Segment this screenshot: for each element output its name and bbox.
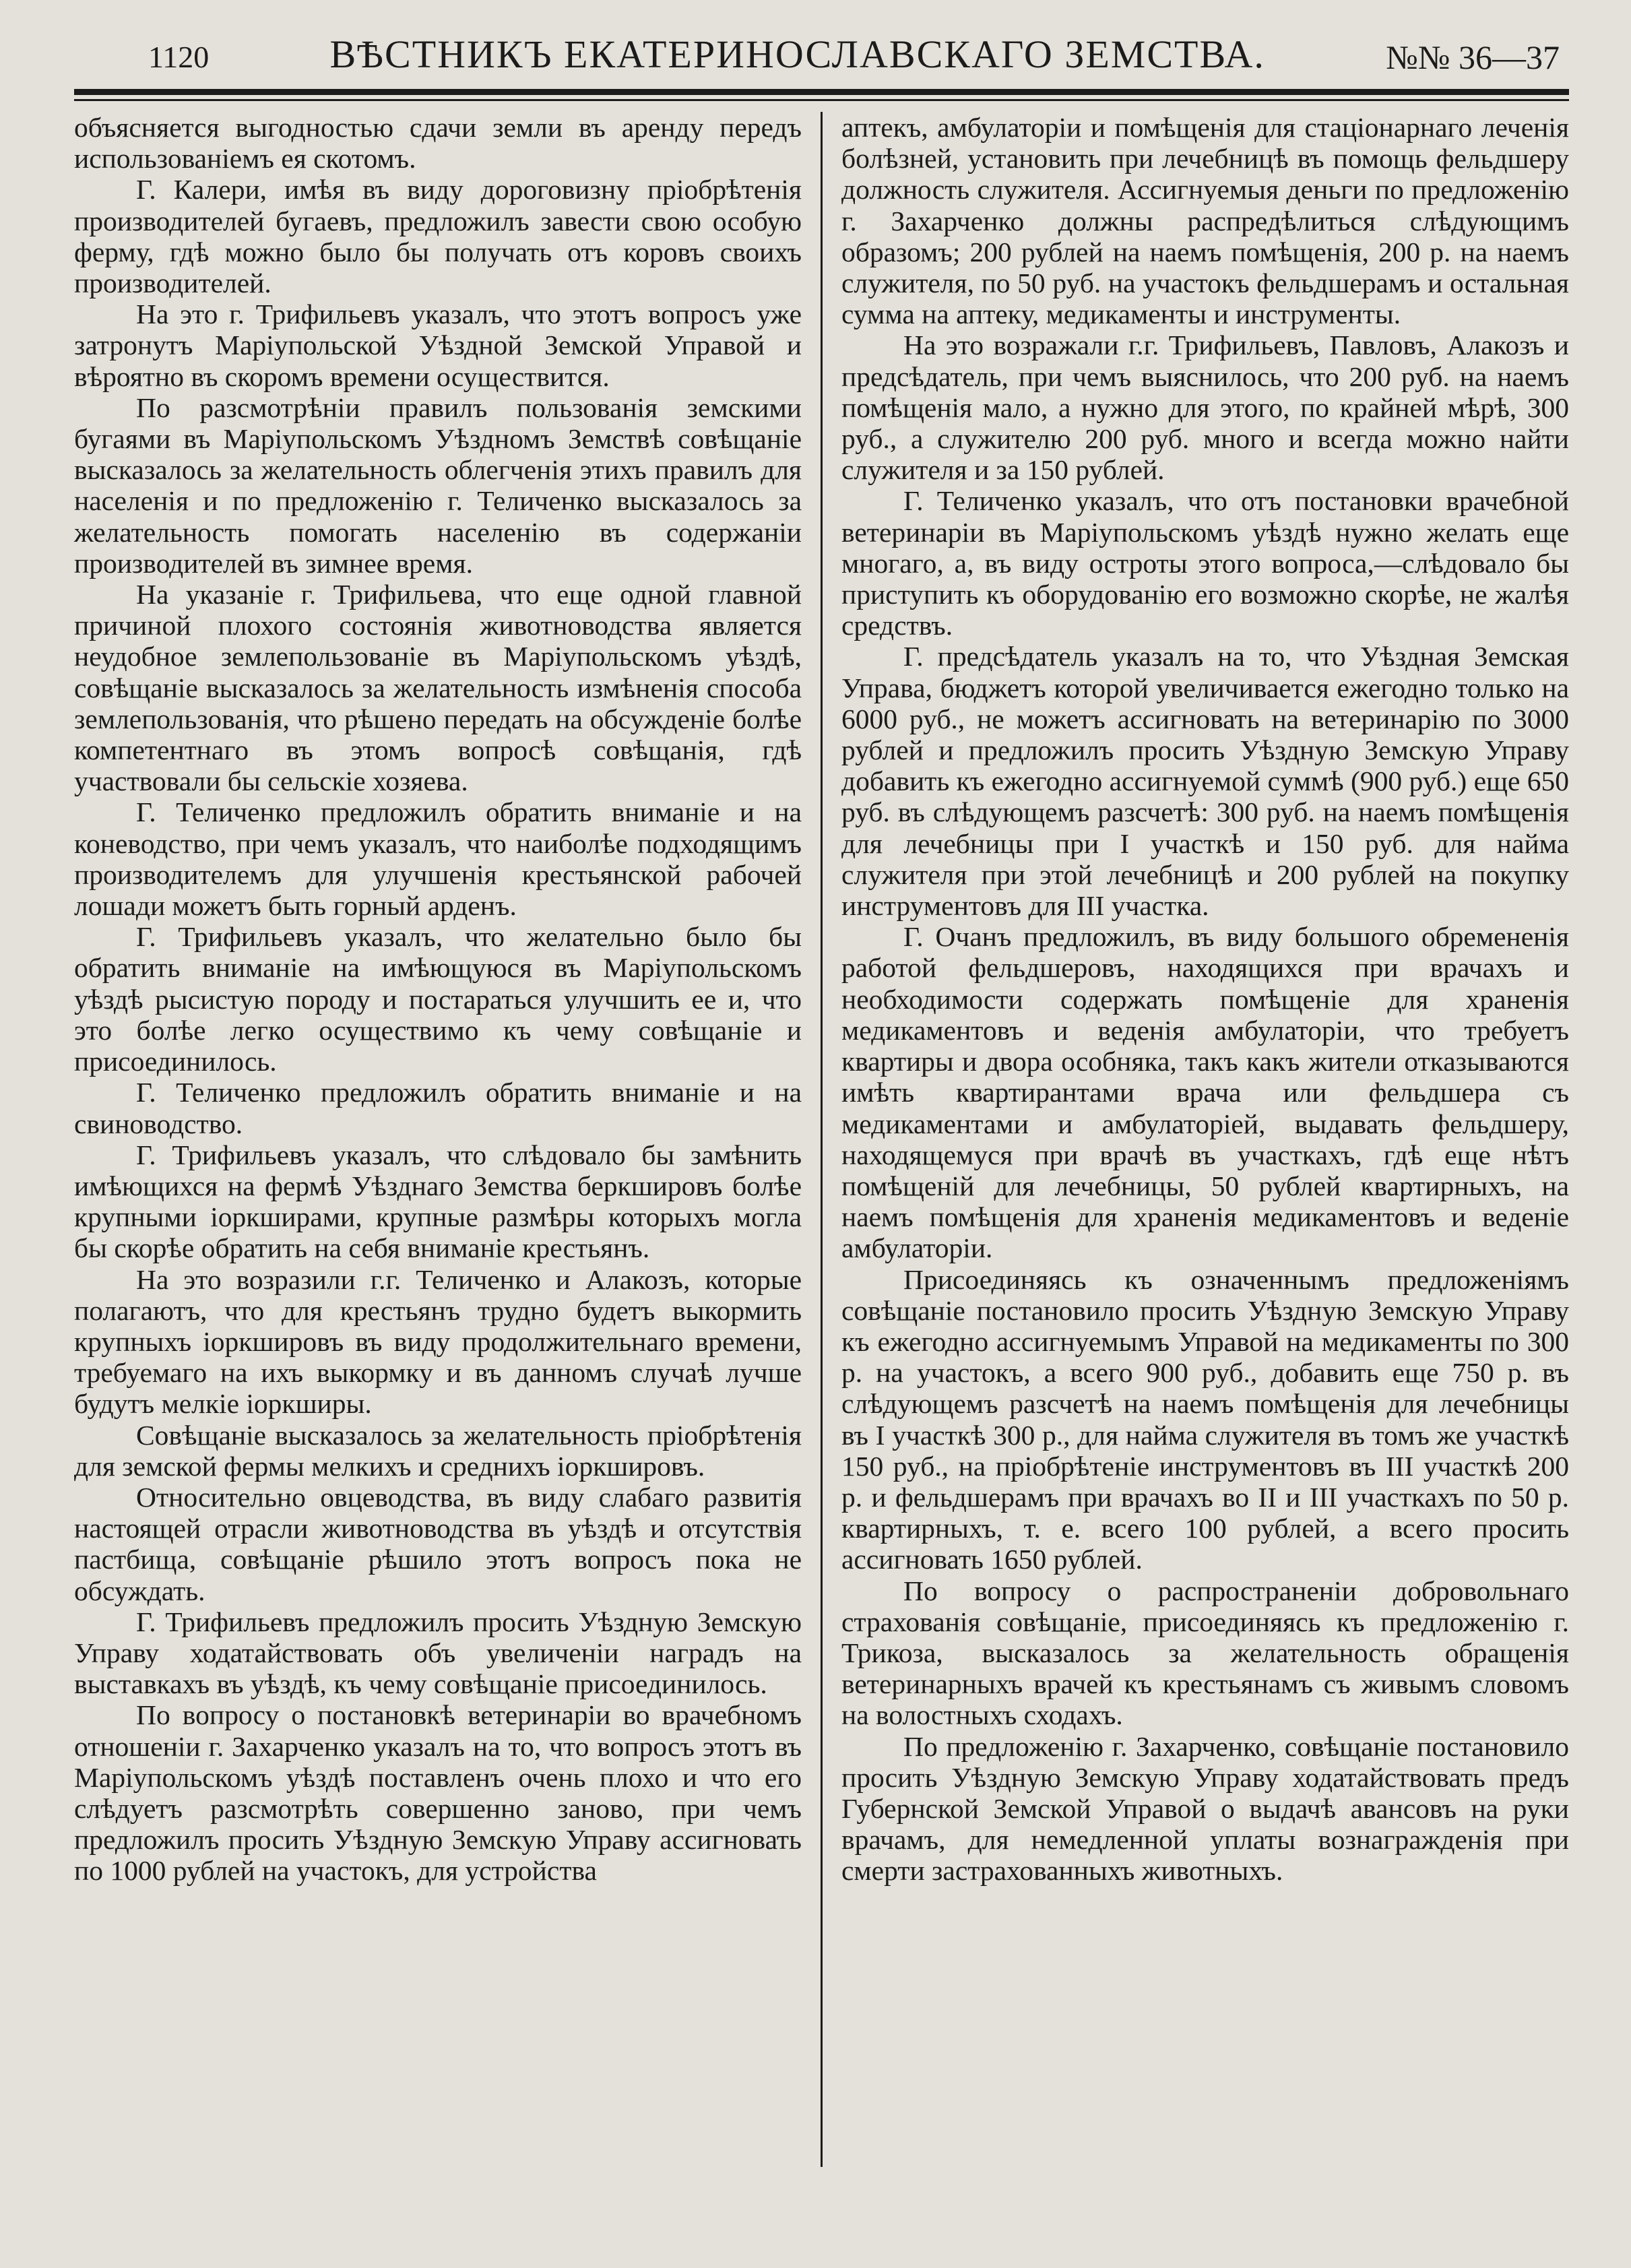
paragraph: аптекъ, амбулаторiи и помѣщенiя для стацiонарнаго леченiя болѣзней, установить при лечебницѣ въ помощь фельдшеру должность служителя. Ассигнуемыя деньги по предложенiю г. Захарченко должны распредѣлиться слѣдующимъ образомъ; 200 рублей на наемъ помѣщенiя, 200 р. на наемъ служителя, по 50 руб. на участокъ фельдшерамъ и остальная сумма на аптеку, медикаменты и инструменты. [841, 112, 1569, 330]
paragraph: На это возражали г.г. Трифильевъ, Павловъ, Алакозъ и предсѣдатель, при чемъ выяснилось, что 200 руб. на наемъ помѣщенiя мало, а нужно для этого, по крайней мѣрѣ, 300 руб., а служителю 200 руб. много и всегда можно найти служителя и за 150 рублей. [841, 329, 1569, 486]
page-number: 1120 [148, 40, 210, 74]
paragraph: Г. Очанъ предложилъ, въ виду большого обремененiя работой фельдшеровъ, находящихся при врачахъ и необходимости содержать помѣщенiе для храненiя медикаментовъ и веденiя амбулаторiи, что требуетъ квартиры и двора особняка, такъ какъ жители отказываются имѣть квартирантами врача или фельдшера съ медикаментами и амбулаторiей, выдавать фельдшеру, находящемуся при врачѣ въ участкахъ, гдѣ еще нѣтъ помѣщенiй для лечебницы, 50 рублей квартирныхъ, на наемъ помѣщенiя для храненiя медикаментовъ и веденiе амбулаторiи. [841, 921, 1569, 1264]
header-rule-thin [74, 99, 1569, 101]
paragraph: На это г. Трифильевъ указалъ, что этотъ вопросъ уже затронутъ Марiупольской Уѣздной Земской Управой и вѣроятно въ скоромъ времени осуществится. [74, 298, 802, 392]
paragraph: На указанiе г. Трифильева, что еще одной главной причиной плохого состоянiя животноводства является неудобное землепользованiе въ Марiупольскомъ уѣздѣ, совѣщанiе высказалось за желательность измѣненiя способа землепользованiя, что рѣшено передать на обсужденiе болѣе компетентнаго въ этомъ вопросѣ совѣщанiя, гдѣ участвовали бы сельскiе хозяева. [74, 579, 802, 797]
paragraph: По вопросу о постановкѣ ветеринарiи во врачебномъ отношенiи г. Захарченко указалъ на то, что вопросъ этотъ въ Марiупольскомъ уѣздѣ поставленъ очень плохо и что его слѣдуетъ разсмотрѣть совершенно заново, при чемъ предложилъ просить Уѣздную Земскую Управу ассигновать по 1000 рублей на участокъ, для устройства [74, 1699, 802, 1887]
paragraph: По вопросу о распространенiи добровольнаго страхованiя совѣщанiе, присоединяясь къ предложенiю г. Трикоза, высказалось за желательность обращенiя ветеринарныхъ врачей къ крестьянамъ съ живымъ словомъ на волостныхъ сходахъ. [841, 1575, 1569, 1731]
paragraph: Г. Трифильевъ предложилъ просить Уѣздную Земскую Управу ходатайствовать объ увеличенiи наградъ на выставкахъ въ уѣздѣ, къ чему совѣщанiе присоединилось. [74, 1606, 802, 1700]
paragraph: Г. Теличенко указалъ, что отъ постановки врачебной ветеринарiи въ Марiупольскомъ уѣздѣ нужно желать еще многаго, а, въ виду остроты этого вопроса,—слѣдовало бы приступить къ оборудованiю его возможно скорѣе, не жалѣя средствъ. [841, 485, 1569, 641]
page-header [74, 0, 1569, 86]
paragraph: Присоединяясь къ означеннымъ предложенiямъ совѣщанiе постановило просить Уѣздную Земскую Управу къ ежегодно ассигнуемымъ Управой на медикаменты по 300 р. на участокъ, а всего 900 руб., добавить еще 750 р. въ слѣдующемъ разсчетѣ на наемъ помѣщенiя для лечебницы въ I участкѣ 300 р., для найма служителя въ томъ же участкѣ 150 руб., на прiобрѣтенiе инструментовъ въ III участкѣ 200 р. и фельдшерамъ при врачахъ во II и III участкахъ по 50 р. квартирныхъ, т. е. всего 100 рублей, а всего просить ассигновать 1650 рублей. [841, 1263, 1569, 1575]
text-columns [74, 112, 1569, 2167]
paragraph: Г. Трифильевъ указалъ, что слѣдовало бы замѣнить имѣющихся на фермѣ Уѣзднаго Земства беркшировъ болѣе крупными iоркширами, крупные размѣры которыхъ могла бы скорѣе обратить на себя вниманiе крестьянъ. [74, 1139, 802, 1264]
paragraph: Г. Теличенко предложилъ обратить вниманiе и на коневодство, при чемъ указалъ, что наиболѣе подходящимъ производителемъ для улучшенiя крестьянской рабочей лошади можетъ быть горный арденъ. [74, 796, 802, 922]
paragraph: Г. Трифильевъ указалъ, что желательно было бы обратить вниманiе на имѣющуюся въ Марiупольскомъ уѣздѣ рысистую породу и постараться улучшить ее и, что это болѣе легко осуществимо къ чему совѣщанiе и присоединилось. [74, 921, 802, 1077]
paragraph: Г. предсѣдатель указалъ на то, что Уѣздная Земская Управа, бюджетъ которой увеличивается ежегодно только на 6000 руб., не можетъ ассигновать на ветеринарiю по 3000 рублей и предложилъ просить Уѣздную Земскую Управу добавить къ ежегодно ассигнуемой суммѣ (900 руб.) еще 650 руб. въ слѣдующемъ разсчетѣ: 300 руб. на наемъ помѣщенiя для лечебницы при I участкѣ и 150 руб. для найма служителя при этой лечебницѣ и 200 рублей на покупку инструментовъ для III участка. [841, 641, 1569, 922]
right-column [841, 112, 1569, 2167]
paragraph: Относительно овцеводства, въ виду слабаго развитiя настоящей отрасли животноводства въ уѣздѣ и отсутствiя пастбища, совѣщанiе рѣшило этотъ вопросъ пока не обсуждать. [74, 1481, 802, 1606]
paragraph: объясняется выгодностью сдачи земли въ аренду передъ использованiемъ ея скотомъ. [74, 112, 802, 175]
header-rule-thick [74, 89, 1569, 95]
paragraph: Г. Теличенко предложилъ обратить вниманiе и на свиноводство. [74, 1077, 802, 1139]
paragraph: Совѣщанiе высказалось за желательность прiобрѣтенiя для земской фермы мелкихъ и среднихъ iоркшировъ. [74, 1419, 802, 1482]
paragraph: По разсмотрѣнiи правилъ пользованiя земскими бугаями въ Марiупольскомъ Уѣздномъ Земствѣ совѣщанiе высказалось за желательность облегченiя этихъ правилъ для населенiя и по предложенiю г. Теличенко высказалось за желательность помогать населенiю въ содержанiи производителей въ зимнее время. [74, 391, 802, 579]
column-divider [821, 112, 823, 2167]
journal-title: ВѢСТНИКЪ ЕКАТЕРИНОСЛАВСКАГО ЗЕМСТВА. [329, 32, 1265, 76]
paragraph: На это возразили г.г. Теличенко и Алакозъ, которые полагаютъ, что для крестьянъ трудно будетъ выкормить крупныхъ iоркшировъ въ виду продолжительнаго времени, требуемаго на ихъ выкормку и въ данномъ случаѣ лучше будутъ мелкiе iоркширы. [74, 1263, 802, 1420]
paragraph: Г. Калери, имѣя въ виду дороговизну прiобрѣтенiя производителей бугаевъ, предложилъ завести свою особую ферму, гдѣ можно было бы получать отъ коровъ своихъ производителей. [74, 174, 802, 299]
issue-number: №№ 36—37 [1386, 38, 1560, 76]
left-column [74, 112, 802, 2167]
paragraph: По предложенiю г. Захарченко, совѣщанiе постановило просить Уѣздную Земскую Управу ходатайствовать предъ Губернской Земской Управой о выдачѣ авансовъ на руки врачамъ, для немедленной уплаты вознагражденiя при смерти застрахованныхъ животныхъ. [841, 1730, 1569, 1887]
